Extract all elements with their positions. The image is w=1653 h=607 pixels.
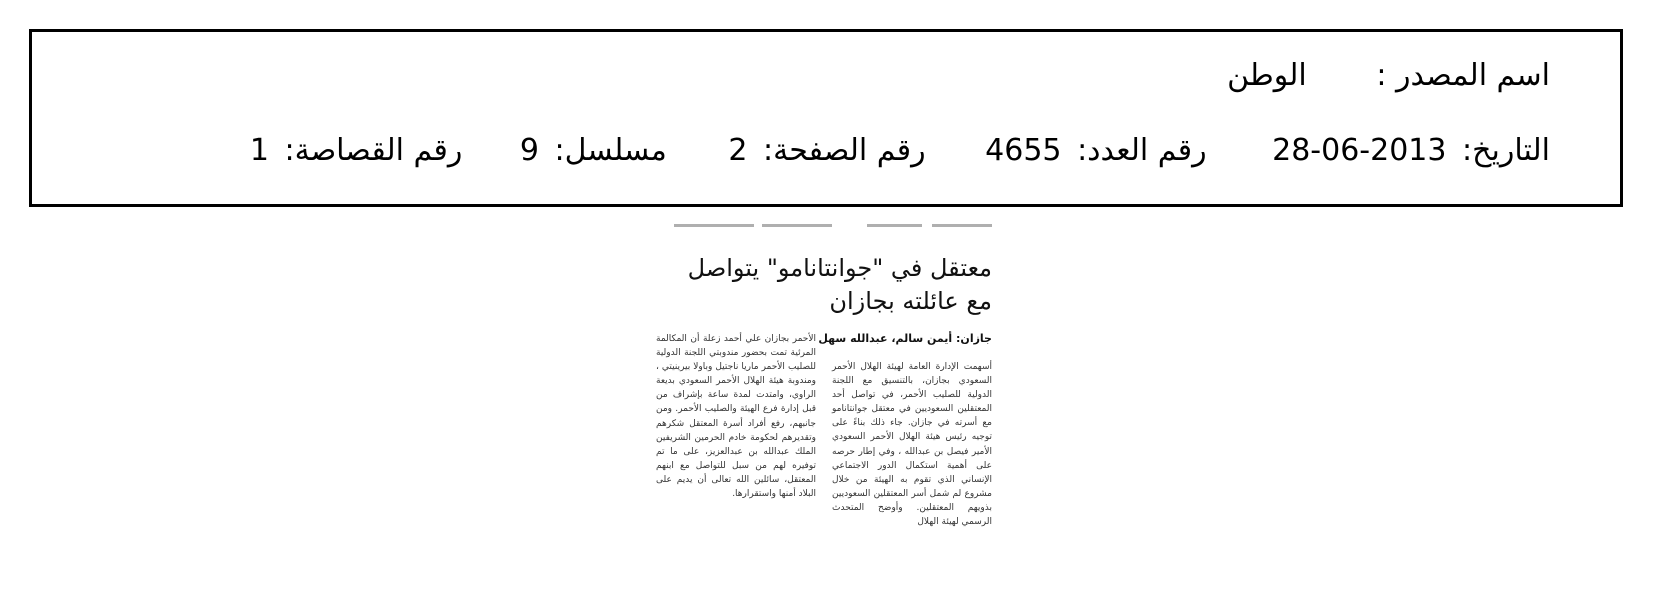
- column-left-text: الأحمر بجازان علي أحمد زعلة أن المكالمة المرئية تمت بحضور مندوبتي اللجنة الدولية للصليب الأحمر ماريا ناجتيل وباولا بيرينيتي ، ومندوبة هيئة الهلال الأحمر السعودي بديعة الراوي، وامتدت لمدة ساعة بإشراف من قبل إدارة فرع الهيئة والصليب الأحمر. ومن جانبهم، رفع أفراد أسرة المعتقل شكرهم وتقديرهم لحكومة خادم الحرمين الشريفين الملك عبدالله بن عبدالعزيز، على ما تم توفيره لهم من سبل للتواصل مع ابنهم المعتقل، سائلين الله تعالى أن يديم على البلاد أمنها واستقرارها.: [656, 334, 816, 500]
- page-label: رقم الصفحة:: [763, 133, 926, 168]
- serial-label: مسلسل:: [554, 133, 667, 168]
- article-column-right: [832, 360, 992, 529]
- source-value: الوطن: [1227, 58, 1307, 93]
- serial-value: 9: [519, 133, 539, 168]
- issue-label: رقم العدد:: [1077, 133, 1207, 168]
- article-column-left: [656, 332, 816, 501]
- headline-line-1: معتقل في "جوانتانامو" يتواصل: [687, 254, 992, 282]
- headline-line-2: مع عائلته بجازان: [829, 287, 992, 315]
- article-headline: [662, 252, 992, 318]
- clip-field: [249, 133, 463, 168]
- newspaper-clipping: [652, 222, 994, 572]
- date-label: التاريخ:: [1462, 133, 1550, 168]
- page-field: [728, 133, 926, 168]
- clipping-info-header: [29, 29, 1623, 207]
- date-value: 28-06-2013: [1272, 133, 1447, 168]
- page-value: 2: [728, 133, 748, 168]
- date-field: [1272, 133, 1550, 168]
- column-right-text: أسهمت الإدارة العامة لهيئة الهلال الأحمر السعودي بجازان، بالتنسيق مع اللجنة الدولية للصليب الأحمر، في تواصل أحد المعتقلين السعوديين في معتقل جوانتانامو مع أسرته في جازان. جاء ذلك بناءً على توجيه رئيس هيئة الهلال الأحمر السعودي الأمير فيصل بن عبدالله ، وفي إطار حرصه على أهمية استكمال الدور الاجتماعي الإنساني الذي تقوم به الهيئة من خلال مشروع لم شمل أسر المعتقلين السعوديين بذويهم المعتقلين. وأوضح المتحدث الرسمي لهيئة الهلال: [832, 362, 992, 528]
- issue-field: [985, 133, 1207, 168]
- source-row: [1227, 58, 1550, 93]
- clip-label: رقم القصاصة:: [284, 133, 463, 168]
- cropped-text-fragment: [654, 222, 992, 232]
- serial-field: [519, 133, 667, 168]
- issue-value: 4655: [985, 133, 1062, 168]
- metadata-row: [249, 133, 1550, 168]
- article-byline: جازان: أيمن سالم، عبدالله سهل: [818, 332, 992, 345]
- source-label: اسم المصدر :: [1376, 58, 1550, 93]
- clip-value: 1: [249, 133, 269, 168]
